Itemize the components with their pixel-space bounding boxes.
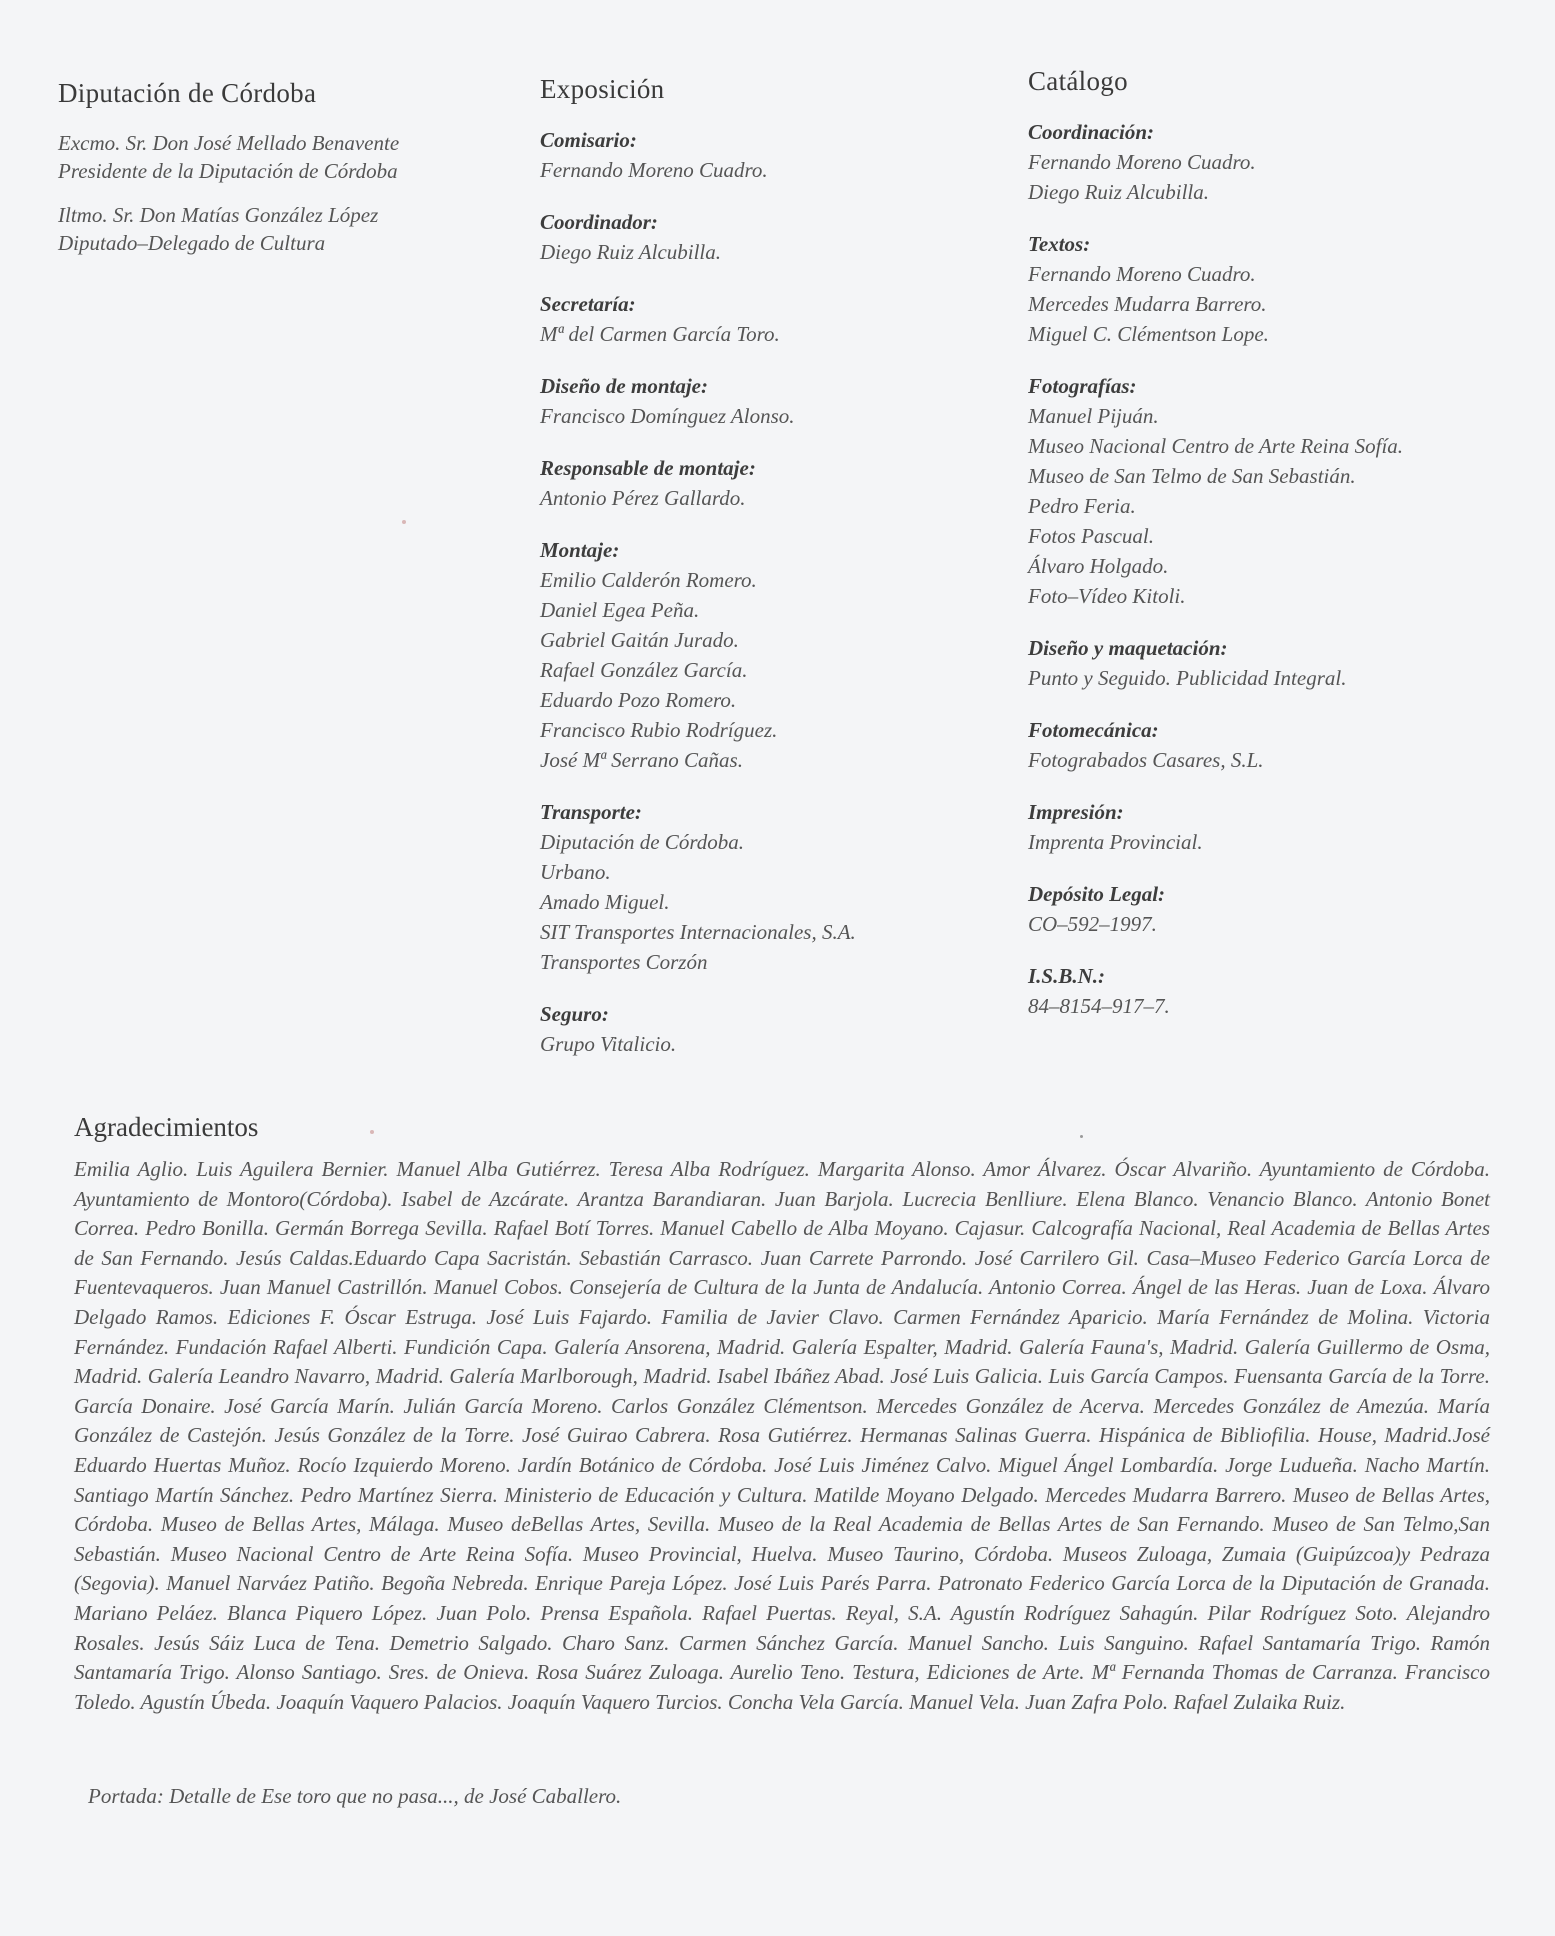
credit-group-label: Montaje:	[540, 538, 620, 562]
credit-group	[1028, 117, 1508, 207]
credit-item: Grupo Vitalicio.	[540, 1032, 677, 1056]
credit-item: Eduardo Pozo Romero.	[540, 688, 737, 712]
credit-group-label: Fotomecánica:	[1028, 718, 1159, 742]
diputacion-entry	[58, 129, 478, 185]
credit-item: Fotos Pascual.	[1028, 524, 1154, 548]
credit-item: Imprenta Provincial.	[1028, 830, 1203, 854]
credit-item: Daniel Egea Peña.	[540, 598, 700, 622]
credit-group	[1028, 633, 1508, 693]
catalogo-heading: Catálogo	[1028, 66, 1128, 96]
entry-line: Diputado–Delegado de Cultura	[58, 231, 326, 255]
credit-group-label: Fotografías:	[1028, 374, 1137, 398]
agradecimientos-heading: Agradecimientos	[74, 1112, 259, 1142]
credit-item: 84–8154–917–7.	[1028, 994, 1170, 1018]
credit-group	[1028, 961, 1508, 1021]
credit-group-label: Responsable de montaje:	[540, 456, 756, 480]
credit-group-label: Diseño de montaje:	[540, 374, 708, 398]
credit-group	[1028, 229, 1508, 349]
credit-item: Emilio Calderón Romero.	[540, 568, 757, 592]
credit-item: Museo Nacional Centro de Arte Reina Sofía.	[1028, 434, 1404, 458]
credit-item: Fotograbados Casares, S.L.	[1028, 748, 1264, 772]
credit-group-label: Diseño y maquetación:	[1028, 636, 1228, 660]
credit-item: Transportes Corzón	[540, 950, 708, 974]
exposicion-heading: Exposición	[540, 74, 665, 104]
entry-line: Iltmo. Sr. Don Matías González López	[58, 203, 379, 227]
credit-item: Mercedes Mudarra Barrero.	[1028, 292, 1267, 316]
credit-group	[1028, 879, 1508, 939]
credit-item: Museo de San Telmo de San Sebastián.	[1028, 464, 1356, 488]
credit-item: Amado Miguel.	[540, 890, 670, 914]
credit-item: SIT Transportes Internacionales, S.A.	[540, 920, 856, 944]
credit-group-label: I.S.B.N.:	[1028, 964, 1106, 988]
credit-group-label: Transporte:	[540, 800, 642, 824]
credit-item: Fernando Moreno Cuadro.	[540, 158, 768, 182]
catalogo-groups	[1028, 117, 1508, 1021]
credit-item: Urbano.	[540, 860, 611, 884]
agradecimientos-text: Emilia Aglio. Luis Aguilera Bernier. Manuel Alba Gutiérrez. Teresa Alba Rodríguez. Margarita Alonso. Amor Álvarez. Óscar Alvariño. Ayuntamiento de Córdoba. Ayuntamiento de Montoro(Córdoba). Isabel de Azcárate. Arantza Barandiaran. Juan Barjola. Lucrecia Benlliure. Elena Blanco. Venancio Blanco. Antonio Bonet Correa. Pedro Bonilla. Germán Borrega Sevilla. Rafael Botí Torres. Manuel Cabello de Alba Moyano. Cajasur. Calcografía Nacional, Real Academia de Bellas Artes de San Fernando. Jesús Caldas.Eduardo Capa Sacristán. Sebastián Carrasco. Juan Carrete Parrondo. José Carrilero Gil. Casa–Museo Federico García Lorca de Fuentevaqueros. Juan Manuel Castrillón. Manuel Cobos. Consejería de Cultura de la Junta de Andalucía. Antonio Correa. Ángel de las Heras. Juan de Loxa. Álvaro Delgado Ramos. Ediciones F. Óscar Estruga. José Luis Fajardo. Familia de Javier Clavo. Carmen Fernández Aparicio. María Fernández de Molina. Victoria Fernández. Fundación Rafael Alberti. Fundición Capa. Galería Ansorena, Madrid. Galería Espalter, Madrid. Galería Fauna's, Madrid. Galería Guillermo de Osma, Madrid. Galería Leandro Navarro, Madrid. Galería Marlborough, Madrid. Isabel Ibáñez Abad. José Luis Galicia. Luis García Campos. Fuensanta García de la Torre. García Donaire. José García Marín. Julián García Moreno. Carlos González Clémentson. Mercedes González de Acerva. Mercedes González de Amezúa. María González de Castejón. Jesús González de la Torre. José Guirao Cabrera. Rosa Gutiérrez. Hermanas Salinas Guerra. Hispánica de Bibliofilia. House, Madrid.José Eduardo Huertas Muñoz. Rocío Izquierdo Moreno. Jardín Botánico de Córdoba. José Luis Jiménez Calvo. Miguel Ángel Lombardía. Jorge Ludueña. Nacho Martín. Santiago Martín Sánchez. Pedro Martínez Sierra. Ministerio de Educación y Cultura. Matilde Moyano Delgado. Mercedes Mudarra Barrero. Museo de Bellas Artes, Córdoba. Museo de Bellas Artes, Málaga. Museo deBellas Artes, Sevilla. Museo de la Real Academia de Bellas Artes de San Fernando. Museo de San Telmo,San Sebastián. Museo Nacional Centro de Arte Reina Sofía. Museo Provincial, Huelva. Museo Taurino, Córdoba. Museos Zuloaga, Zumaia (Guipúzcoa)y Pedraza (Segovia). Manuel Narváez Patiño. Begoña Nebreda. Enrique Pareja López. José Luis Parés Parra. Patronato Federico García Lorca de la Diputación de Granada. Mariano Peláez. Blanca Piquero López. Juan Polo. Prensa Española. Rafael Puertas. Reyal, S.A. Agustín Rodríguez Sahagún. Pilar Rodríguez Soto. Alejandro Rosales. Jesús Sáiz Luca de Tena. Demetrio Salgado. Charo Sanz. Carmen Sánchez García. Manuel Sancho. Luis Sanguino. Rafael Santamaría Trigo. Ramón Santamaría Trigo. Alonso Santiago. Sres. de Onieva. Rosa Suárez Zuloaga. Aurelio Teno. Testura, Ediciones de Arte. Mª Fernanda Thomas de Carranza. Francisco Toledo. Agustín Úbeda. Joaquín Vaquero Palacios. Joaquín Vaquero Turcios. Concha Vela García. Manuel Vela. Juan Zafra Polo. Rafael Zulaika Ruiz.	[74, 1157, 1490, 1714]
credit-group-label: Depósito Legal:	[1028, 882, 1166, 906]
credit-item: Antonio Pérez Gallardo.	[540, 486, 746, 510]
credit-group-label: Coordinador:	[540, 210, 658, 234]
credit-item: José Mª Serrano Cañas.	[540, 748, 743, 772]
credit-group-label: Impresión:	[1028, 800, 1124, 824]
credit-group	[1028, 371, 1508, 611]
diputacion-heading: Diputación de Córdoba	[58, 78, 317, 108]
paper-speck	[402, 520, 406, 524]
credit-item: Francisco Rubio Rodríguez.	[540, 718, 778, 742]
entry-line: Excmo. Sr. Don José Mellado Benavente	[58, 131, 400, 155]
credit-group-label: Comisario:	[540, 128, 637, 152]
credit-group	[540, 289, 980, 349]
credit-group-label: Textos:	[1028, 232, 1091, 256]
credit-item: Diego Ruiz Alcubilla.	[1028, 180, 1210, 204]
catalogo-column	[1028, 66, 1508, 1043]
credit-item: Francisco Domínguez Alonso.	[540, 404, 795, 428]
agradecimientos-section	[74, 1112, 1490, 1717]
credit-item: Rafael González García.	[540, 658, 748, 682]
credit-item: Punto y Seguido. Publicidad Integral.	[1028, 666, 1347, 690]
credit-group-label: Seguro:	[540, 1002, 609, 1026]
credit-item: Mª del Carmen García Toro.	[540, 322, 780, 346]
credit-item: Pedro Feria.	[1028, 494, 1136, 518]
diputacion-entry	[58, 201, 478, 257]
credit-item: Fernando Moreno Cuadro.	[1028, 150, 1256, 174]
paper-speck	[1080, 1135, 1083, 1138]
credit-group-label: Secretaría:	[540, 292, 636, 316]
diputacion-column	[58, 78, 478, 273]
credit-item: Álvaro Holgado.	[1028, 554, 1169, 578]
credit-group	[540, 371, 980, 431]
credit-group	[540, 797, 980, 977]
credit-item: Miguel C. Clémentson Lope.	[1028, 322, 1269, 346]
credit-item: Fernando Moreno Cuadro.	[1028, 262, 1256, 286]
portada-caption: Portada: Detalle de Ese toro que no pasa..., de José Caballero.	[88, 1784, 622, 1808]
paper-speck	[370, 1130, 374, 1134]
exposicion-column	[540, 74, 980, 1081]
exposicion-groups	[540, 125, 980, 1059]
credit-group	[540, 535, 980, 775]
credit-group	[540, 207, 980, 267]
credit-group	[540, 453, 980, 513]
credit-item: Diputación de Córdoba.	[540, 830, 744, 854]
credit-item: Gabriel Gaitán Jurado.	[540, 628, 739, 652]
credit-group-label: Coordinación:	[1028, 120, 1155, 144]
credit-item: CO–592–1997.	[1028, 912, 1157, 936]
entry-line: Presidente de la Diputación de Córdoba	[58, 159, 398, 183]
credit-item: Foto–Vídeo Kitoli.	[1028, 584, 1186, 608]
credit-group	[1028, 715, 1508, 775]
credit-group	[1028, 797, 1508, 857]
credit-group	[540, 125, 980, 185]
credit-item: Diego Ruiz Alcubilla.	[540, 240, 722, 264]
credit-group	[540, 999, 980, 1059]
credit-item: Manuel Pijuán.	[1028, 404, 1159, 428]
